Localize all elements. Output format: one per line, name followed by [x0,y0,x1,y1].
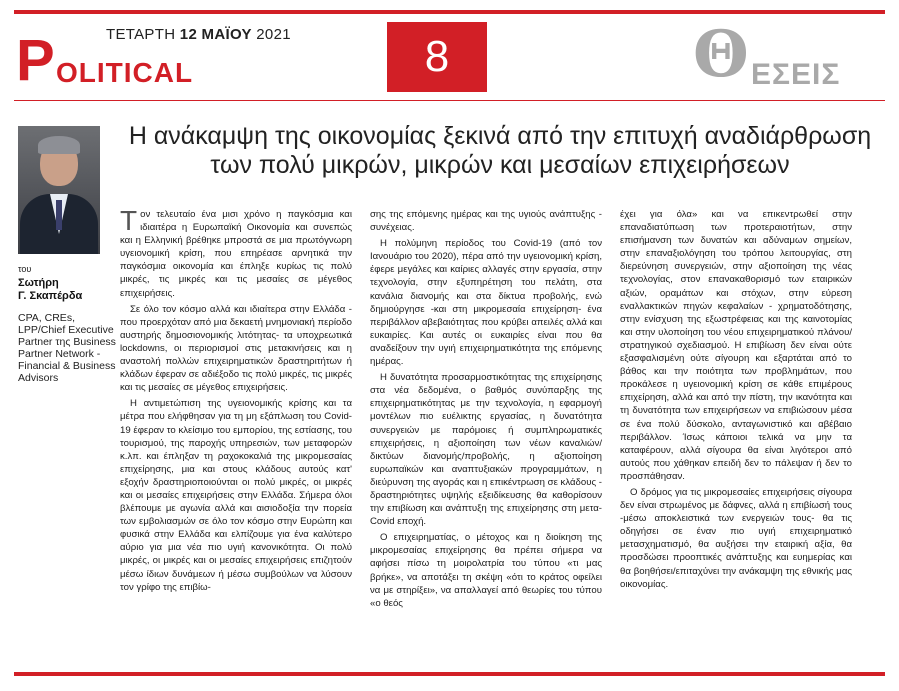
paragraph: Σε όλο τον κόσμο αλλά και ιδιαίτερα στην Ελλάδα - που προερχόταν από μια δεκαετή μνημονιακή περίοδο αυστηρής δημοσιονομικής λιτότητας- τα υποχρεωτικά lockdowns, οι περιορισμοί στις μετακινήσεις και η αναστολή πολλών επιχειρηματικών δραστηριτήτων ή κλάδων έφεραν σε αδιέξοδο τις πολύ μικρές, τις μικρές και τις μεσαίες σε μέγεθος επιχειρήσεις. [120,303,352,394]
author-title: CPA, CREs, LPP/Chief Executive Partner της Business Partner Network - Financial & Business Advisors [18,312,116,384]
paragraph [120,205,352,300]
photo-tie [56,200,62,230]
headline-line-1: Η ανάκαμψη της οικονομίας ξεκινά από την επιτυχή αναδιάρθρωση [128,122,872,150]
bottom-rule [14,672,885,676]
logo-rest: OLITICAL [56,57,194,88]
masthead-rule [14,100,885,101]
author-intro: του [18,264,32,274]
paragraph: Η αντιμετώπιση της υγειονομικής κρίσης και τα μέτρα που ελήφθησαν για τη μη εξάπλωση του Covid-19 έφεραν το κλείσιμο του εμπορίου, της εστίασης, του τουρισμού, της παροχής υπηρεσιών, των μεταφορών κ.λπ. και έπληξαν τη ραχοκοκαλιά της μικρομεσαίας επιχείρησης, μια και στους κλάδους αυτούς κατ' εξοχήν δραστηριοποιούνται οι πολύ μικρές, οι μικρές και οι μεσαίες επιχειρήσεις στην Ελλάδα. Σήμερα όλοι βλέπουμε με αγωνία αλλά και αισιοδοξία την πορεία των εμβολιασμών σε όλο τον κόσμο στην Ευρώπη και φυσικά στην Ελλάδα και ελπίζουμε για ένα καλύτερο αύριο για μια νέα πιο υγιή κανονικότητα. Οι πολύ μικρές, οι μικρές και οι μεσαίες επιχειρήσεις επιζητούν μέσω ίδιων δυνάμεων ή μέσω συμβούλων να λύσουν τον γρίφο της επιβίω- [120,398,352,593]
article-headline [118,122,882,180]
paragraph: σης της επόμενης ημέρας και της υγιούς ανάπτυξης - συνέχειας. [370,209,602,234]
section-rest: ΕΣΕΙΣ [751,58,841,91]
author-photo [18,126,100,254]
author-firstname: Σωτήρη [18,277,59,289]
paragraph: έχει για όλα» και να επικεντρωθεί στην επαναδιατύπωση των προτεραιοτήτων, στην επισήμανση των δυνατών και αδύναμων σημείων, στην επαναξιολόγηση του τρόπου λειτουργίας, στη διερεύνηση συνεργειών, στην αξιοποίηση της νέας τεχνολογίας, στον επανακαθορισμό των εταιρικών αξιών, οραμάτων και στόχων, στην εύρεση εναλλακτικών πηγών κεφαλαίων - χρηματοδότησης, στην ενίσχυση της εξωστρέφειας και της καινοτομίας και στην υλοποίηση του νέου επιχειρηματικού πλάνου/στρατηγικού σχεδιασμού. Η επιβίωση δεν είναι ούτε εξασφαλισμένη ούτε σίγουρη και εξαρτάται από το βάθος και την ποιότητα των προβλημάτων, που προκάλεσε η υγειονομική κρίση σε κάθε επιμέρους επιχείρηση, αλλά και από την πίστη, την ικανότητα και τη δυνατότητα των επιχειρήσεων να επιβιώσουν μέσα σε ένα πολύ δύσκολο, ανταγωνιστικό και αβέβαιο περιβάλλον. Ίσως κάποιοι τελικά να μην τα καταφέρουν, αλλά σίγουρα θα είναι λιγότεροι από αυτούς που χάθηκαν επειδή δεν το πάλεψαν ή δεν το προσπάθησαν. [620,209,852,482]
paragraph: Ο επιχειρηματίας, ο μέτοχος και η διοίκηση της μικρομεσαίας επιχείρησης θα πρέπει σήμερα να αφήσει πίσω τη μοιρολατρία του τύπου «τι μας βρήκε», να αποτάξει τη σκέψη «ότι το κράτος οφείλει να με στηρίξει», να απαλλαγεί από θεωρίες του τύπου «ο θεός [370,532,602,609]
weekday: ΤΕΤΑΡΤΗ [106,26,176,43]
article-column-1 [120,205,352,597]
logo-initial: P [16,28,55,93]
paragraph: Η πολύμηνη περίοδος του Covid-19 (από τον Ιανουάριο του 2020), πέρα από την υγειονομική κρίση, έφερε μεγάλες και καίριες αλλαγές στην εργασία, στην τεχνολογία, στην εξυπηρέτηση του πελάτη, στα κανάλια διανομής και στα δίκτυα προβολής, ενώ δημιούργησε -και στη μικρομεσαία επιχείρηση- ένα περιβάλλον αβεβαιότητας που κρύβει απειλές αλλά και ευκαιρίες. Και αυτές οι ευκαιρίες είναι που θα αναδείξουν την υγιή επιχειρηματικότητα της επόμενης ημέρας. [370,238,602,368]
author-name [18,277,118,303]
photo-hair [38,136,80,154]
drop-cap: Τ [120,205,138,236]
paragraph: Ο δρόμος για τις μικρομεσαίες επιχειρήσεις σίγουρα δεν είναι στρωμένος με δάφνες, αλλά η επιβίωσή τους -μέσω αποκλειστικά των ενεργειών τους- θα τις οδηγήσει σε έναν πιο υγιή επιχειρηματικό μετασχηματισμό, θα αυξήσει την εταιρική αξία, θα προσδώσει προοπτικές ανάπτυξης και ευημερίας και θα βοηθήσει/επιταχύνει την ανάκαμψη της εθνικής μας οικονομίας. [620,486,852,590]
paragraph: Η δυνατότητα προσαρμοστικότητας της επιχείρησης στα νέα δεδομένα, ο βαθμός συνύπαρξης της επιχειρηματικότητας με την τεχνολογία, η εφαρμογή μοντέλων πιο ευέλικτης εργασίας, η δυνατότητα συνεργειών με παρόμοιες ή συμπληρωματικές επιχειρήσεις, η αξιοποίηση των νέων καναλιών/δικτύων διανομής/προβολής, η αξιοποίηση ευρωπαϊκών και αναπτυξιακών προγραμμάτων, η διεύρυνση της αγοράς και η επικέντρωση σε κλάδους - δραστηριότητες υψηλής εξειδίκευσης θα καθορίσουν την επιβίωση και ανάπτυξη της επιχείρησης στη μετα-Covid εποχή. [370,372,602,528]
headline-line-2: των πολύ μικρών, μικρών και μεσαίων επιχειρήσεων [210,151,790,179]
section-initial: Θ [693,17,749,92]
paragraph-text: ον τελευταίο ένα μισι χρόνο η παγκόσμια και ιδιαιτέρα η Ευρωπαϊκή Οικονομία και συνεπώς και η Ελληνική βρέθηκε μπροστά σε μια πρωτόγνωρη υγειονομική κρίση, που επηρέασε αρνητικά την παγκόσμια οικονομία και έπληξε κυρίως τις πολύ μικρές, τις μικρές και τις μεσαίες σε μέγεθος επιχειρήσεις. [120,209,352,299]
article-column-3 [620,208,852,594]
author-lastname: Γ. Σκαπέρδα [18,290,83,302]
article-column-2 [370,208,602,613]
day-month: 12 ΜΑΪΟΥ [179,26,252,43]
top-rule [14,10,885,14]
section-title [693,17,863,92]
year: 2021 [256,26,291,43]
page-number: 8 [387,22,487,92]
